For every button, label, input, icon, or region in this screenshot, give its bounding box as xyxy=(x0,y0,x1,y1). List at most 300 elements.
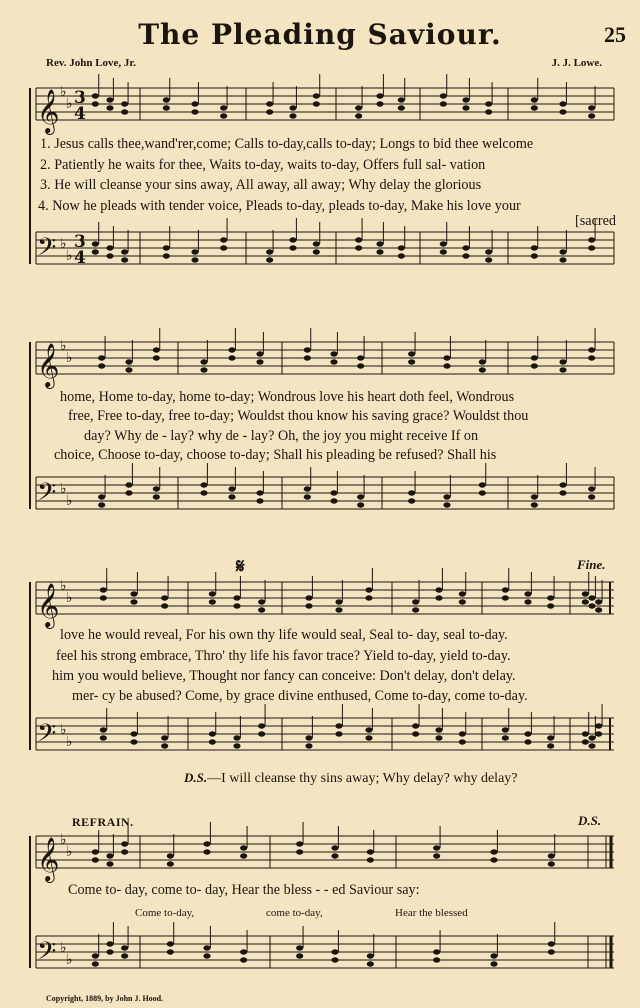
note-head xyxy=(335,723,342,728)
note-head xyxy=(547,595,554,600)
note-head xyxy=(559,249,566,254)
note-head xyxy=(357,363,364,368)
note-head xyxy=(130,591,137,596)
note-head xyxy=(163,105,170,110)
note-head xyxy=(595,723,602,728)
note-head xyxy=(459,599,466,604)
note-head xyxy=(289,245,296,250)
note-head xyxy=(106,97,113,102)
note-head xyxy=(121,849,128,854)
note-head xyxy=(289,237,296,242)
note-head xyxy=(459,731,466,736)
note-head xyxy=(240,845,247,850)
note-head xyxy=(443,363,450,368)
note-head xyxy=(106,105,113,110)
note-head xyxy=(296,841,303,846)
treble-clef-icon: 𝄞 xyxy=(37,837,60,881)
note-head xyxy=(559,109,566,114)
note-head xyxy=(412,723,419,728)
note-head xyxy=(531,502,538,507)
note-head xyxy=(304,347,311,352)
note-head xyxy=(582,599,589,604)
note-head xyxy=(305,735,312,740)
note-head xyxy=(355,245,362,250)
note-head xyxy=(167,861,174,866)
note-head xyxy=(305,603,312,608)
note-head xyxy=(335,599,342,604)
svg-text:♭: ♭ xyxy=(66,952,73,968)
note-head xyxy=(485,109,492,114)
note-head xyxy=(376,101,383,106)
note-head xyxy=(191,257,198,262)
note-head xyxy=(531,97,538,102)
ds-instruction xyxy=(184,770,518,787)
note-head xyxy=(304,355,311,360)
svg-text:♭: ♭ xyxy=(66,96,73,112)
verse-2-line-1: 2. Patiently he waits for thee, Waits to-day, waits to-day, Offers full sal- vation xyxy=(40,157,486,173)
note-head xyxy=(240,957,247,962)
note-head xyxy=(258,607,265,612)
note-head xyxy=(153,486,160,491)
note-head xyxy=(98,355,105,360)
note-head xyxy=(443,494,450,499)
note-head xyxy=(412,599,419,604)
note-head xyxy=(98,494,105,499)
note-head xyxy=(582,731,589,736)
note-head xyxy=(296,849,303,854)
note-head xyxy=(357,502,364,507)
svg-text:♭: ♭ xyxy=(60,832,67,848)
note-head xyxy=(595,731,602,736)
verse-overflow: [sacred xyxy=(575,213,616,229)
note-head xyxy=(559,490,566,495)
note-head xyxy=(408,359,415,364)
note-head xyxy=(367,857,374,862)
note-head xyxy=(588,113,595,118)
note-head xyxy=(92,93,99,98)
verse-2-line-2: free, Free to-day, free to-day; Wouldst thou know his saving grace? Wouldst thou xyxy=(68,408,529,424)
note-head xyxy=(531,105,538,110)
note-head xyxy=(479,490,486,495)
note-head xyxy=(92,249,99,254)
note-head xyxy=(233,603,240,608)
svg-text:♭: ♭ xyxy=(60,578,67,594)
note-head xyxy=(121,953,128,958)
verse-3-line-3: him you would believe, Thought nor fancy can conceive: Don't delay, don't delay. xyxy=(52,668,516,684)
note-head xyxy=(524,731,531,736)
verse-1-line-3: love he would reveal, For his own thy life would seal, Seal to- day, seal to-day. xyxy=(60,627,508,643)
note-head xyxy=(125,367,132,372)
author-credit: Rev. John Love, Jr. xyxy=(46,57,137,69)
note-head xyxy=(153,494,160,499)
note-head xyxy=(100,727,107,732)
note-head xyxy=(258,723,265,728)
note-head xyxy=(191,249,198,254)
note-head xyxy=(313,249,320,254)
note-head xyxy=(228,494,235,499)
note-head xyxy=(440,241,447,246)
note-head xyxy=(548,941,555,946)
note-head xyxy=(304,494,311,499)
note-head xyxy=(582,591,589,596)
copyright-notice: Copyright, 1889, by John J. Hood. xyxy=(46,994,164,1003)
note-head xyxy=(161,603,168,608)
note-head xyxy=(266,249,273,254)
treble-clef-icon: 𝄞 xyxy=(37,89,60,133)
note-head xyxy=(443,355,450,360)
treble-clef-icon: 𝄞 xyxy=(37,343,60,387)
note-head xyxy=(524,739,531,744)
note-head xyxy=(121,101,128,106)
note-head xyxy=(161,743,168,748)
note-head xyxy=(355,105,362,110)
note-head xyxy=(376,249,383,254)
note-head xyxy=(412,731,419,736)
note-head xyxy=(163,245,170,250)
svg-text:3: 3 xyxy=(74,232,86,252)
note-head xyxy=(256,359,263,364)
note-head xyxy=(531,253,538,258)
note-head xyxy=(490,857,497,862)
note-head xyxy=(502,587,509,592)
note-head xyxy=(462,97,469,102)
note-head xyxy=(200,359,207,364)
note-head xyxy=(161,595,168,600)
note-head xyxy=(440,101,447,106)
svg-text:♭: ♭ xyxy=(60,940,67,956)
note-head xyxy=(588,355,595,360)
note-head xyxy=(588,743,595,748)
treble-staff-2 xyxy=(36,342,614,374)
note-head xyxy=(121,109,128,114)
note-head xyxy=(209,599,216,604)
verse-2-line-3: feel his strong embrace, Thro' thy life his favor trace? Yield to-day, yield to-day. xyxy=(56,648,511,664)
note-head xyxy=(289,113,296,118)
note-head xyxy=(595,599,602,604)
refrain-ds-marking: D.S. xyxy=(578,813,602,828)
note-head xyxy=(100,595,107,600)
hymn-title: The Pleading Saviour. xyxy=(138,18,502,51)
note-head xyxy=(547,603,554,608)
note-head xyxy=(490,953,497,958)
note-head xyxy=(125,482,132,487)
note-head xyxy=(531,494,538,499)
fine-marking: Fine. xyxy=(577,557,606,572)
svg-text:♭: ♭ xyxy=(60,236,67,252)
note-head xyxy=(240,853,247,858)
note-head xyxy=(365,587,372,592)
note-head xyxy=(331,957,338,962)
svg-text:♭: ♭ xyxy=(66,844,73,860)
note-head xyxy=(331,853,338,858)
note-head xyxy=(367,849,374,854)
note-head xyxy=(588,486,595,491)
svg-text:♭: ♭ xyxy=(66,734,73,750)
refrain-bass-lyric-3: Hear the blessed xyxy=(395,907,468,919)
note-head xyxy=(121,257,128,262)
note-head xyxy=(98,363,105,368)
note-head xyxy=(228,355,235,360)
verse-3-line-2: day? Why de - lay? why de - lay? Oh, the joy you might receive If on xyxy=(84,428,479,444)
treble-staff-3 xyxy=(36,582,614,614)
page-number: 25 xyxy=(604,22,626,47)
note-head xyxy=(125,490,132,495)
note-head xyxy=(200,482,207,487)
barlines-2 xyxy=(36,342,614,509)
note-head xyxy=(547,743,554,748)
note-head xyxy=(588,347,595,352)
note-head xyxy=(335,731,342,736)
note-head xyxy=(502,595,509,600)
verse-1-line-1: 1. Jesus calls thee,wand'rer,come; Calls to-day,calls to-day; Longs to bid thee welcome xyxy=(40,136,534,152)
note-head xyxy=(559,482,566,487)
note-head xyxy=(357,494,364,499)
verse-4-line-2: choice, Choose to-day, choose to-day; Shall his pleading be refused? Shall his xyxy=(54,447,497,463)
bass-clef-icon: 𝄢 xyxy=(37,233,57,268)
note-head xyxy=(462,253,469,258)
note-head xyxy=(313,241,320,246)
note-head xyxy=(548,861,555,866)
verse-4-line-3: mer- cy be abused? Come, by grace divine enthused, Come to-day, come to-day. xyxy=(72,688,528,704)
note-head xyxy=(330,359,337,364)
note-head xyxy=(296,945,303,950)
note-head xyxy=(92,857,99,862)
note-head xyxy=(330,498,337,503)
note-head xyxy=(130,599,137,604)
note-head xyxy=(92,849,99,854)
refrain-label: REFRAIN. xyxy=(72,815,134,829)
note-head xyxy=(559,101,566,106)
note-head xyxy=(167,853,174,858)
note-head xyxy=(98,502,105,507)
note-head xyxy=(367,961,374,966)
note-head xyxy=(479,367,486,372)
note-head xyxy=(440,249,447,254)
svg-text:♭: ♭ xyxy=(66,350,73,366)
note-head xyxy=(203,841,210,846)
note-head xyxy=(502,727,509,732)
svg-text:♭: ♭ xyxy=(66,590,73,606)
note-head xyxy=(547,735,554,740)
note-head xyxy=(435,735,442,740)
refrain-bass-lyric-1: Come to-day, xyxy=(135,907,195,919)
note-head xyxy=(365,735,372,740)
note-head xyxy=(531,245,538,250)
note-head xyxy=(100,735,107,740)
note-head xyxy=(304,486,311,491)
note-head xyxy=(435,595,442,600)
note-head xyxy=(92,961,99,966)
note-head xyxy=(355,237,362,242)
note-head xyxy=(330,351,337,356)
note-head xyxy=(398,97,405,102)
refrain-lyrics: Come to- day, come to- day, Hear the bless - - ed Saviour say: xyxy=(68,882,420,898)
note-head xyxy=(485,101,492,106)
ds-label: D.S. xyxy=(184,770,208,785)
note-head xyxy=(355,113,362,118)
note-head xyxy=(331,845,338,850)
svg-text:♭: ♭ xyxy=(66,493,73,509)
note-head xyxy=(582,739,589,744)
note-head xyxy=(167,941,174,946)
note-head xyxy=(398,105,405,110)
note-head xyxy=(228,486,235,491)
note-head xyxy=(443,502,450,507)
bass-clef-icon: 𝄢 xyxy=(37,937,57,972)
note-head xyxy=(462,245,469,250)
note-head xyxy=(92,953,99,958)
note-head xyxy=(531,363,538,368)
note-head xyxy=(531,355,538,360)
verse-4-line-1: 4. Now he pleads with tender voice, Pleads to-day, pleads to-day, Make his love your xyxy=(38,198,521,214)
note-head xyxy=(559,367,566,372)
note-head xyxy=(130,739,137,744)
note-head xyxy=(433,853,440,858)
note-head xyxy=(153,347,160,352)
svg-text:♭: ♭ xyxy=(60,722,67,738)
note-head xyxy=(106,861,113,866)
note-head xyxy=(398,245,405,250)
note-head xyxy=(313,93,320,98)
note-head xyxy=(106,253,113,258)
note-head xyxy=(203,849,210,854)
note-head xyxy=(220,237,227,242)
note-head xyxy=(233,595,240,600)
bass-clef-icon: 𝄢 xyxy=(37,719,57,754)
note-head xyxy=(92,241,99,246)
bass-staff-2 xyxy=(36,477,614,509)
note-head xyxy=(256,351,263,356)
note-head xyxy=(121,249,128,254)
note-head xyxy=(121,841,128,846)
note-head xyxy=(100,587,107,592)
note-head xyxy=(258,731,265,736)
note-head xyxy=(220,113,227,118)
note-head xyxy=(313,101,320,106)
note-head xyxy=(479,359,486,364)
note-head xyxy=(559,359,566,364)
note-head xyxy=(376,241,383,246)
note-head xyxy=(440,93,447,98)
bass-clef-icon: 𝄢 xyxy=(37,478,57,513)
svg-text:♭: ♭ xyxy=(66,248,73,264)
note-head xyxy=(106,941,113,946)
note-head xyxy=(163,97,170,102)
note-head xyxy=(209,591,216,596)
composer-credit: J. J. Lowe. xyxy=(551,57,602,69)
note-head xyxy=(398,253,405,258)
note-head xyxy=(296,953,303,958)
note-head xyxy=(289,105,296,110)
note-head xyxy=(433,957,440,962)
note-head xyxy=(106,245,113,250)
note-head xyxy=(376,93,383,98)
note-head xyxy=(305,595,312,600)
note-head xyxy=(266,109,273,114)
note-head xyxy=(588,237,595,242)
note-head xyxy=(595,607,602,612)
note-head xyxy=(490,961,497,966)
barlines-3 xyxy=(36,582,610,750)
note-head xyxy=(125,359,132,364)
note-head xyxy=(200,367,207,372)
note-head xyxy=(258,599,265,604)
note-head xyxy=(588,105,595,110)
note-head xyxy=(240,949,247,954)
note-head xyxy=(203,953,210,958)
note-head xyxy=(330,490,337,495)
svg-text:4: 4 xyxy=(74,104,86,124)
svg-text:♭: ♭ xyxy=(60,338,67,354)
note-head xyxy=(256,490,263,495)
note-head xyxy=(130,731,137,736)
note-head xyxy=(335,607,342,612)
note-head xyxy=(408,498,415,503)
note-head xyxy=(200,490,207,495)
note-head xyxy=(588,595,595,600)
note-head xyxy=(191,109,198,114)
note-head xyxy=(408,351,415,356)
note-head xyxy=(163,253,170,258)
note-head xyxy=(365,727,372,732)
note-head xyxy=(167,949,174,954)
note-head xyxy=(502,735,509,740)
note-head xyxy=(408,490,415,495)
note-head xyxy=(209,731,216,736)
note-head xyxy=(524,599,531,604)
note-head xyxy=(228,347,235,352)
note-head xyxy=(233,735,240,740)
note-head xyxy=(479,482,486,487)
svg-text:♭: ♭ xyxy=(60,481,67,497)
note-head xyxy=(209,739,216,744)
note-head xyxy=(548,949,555,954)
note-head xyxy=(559,257,566,262)
note-head xyxy=(233,743,240,748)
note-head xyxy=(485,249,492,254)
note-head xyxy=(524,591,531,596)
ds-text: —I will cleanse thy sins away; Why delay? why delay? xyxy=(207,771,518,786)
note-head xyxy=(588,735,595,740)
note-head xyxy=(433,845,440,850)
svg-text:♭: ♭ xyxy=(60,84,67,100)
note-head xyxy=(92,101,99,106)
note-head xyxy=(367,953,374,958)
note-head xyxy=(203,945,210,950)
note-head xyxy=(588,494,595,499)
barlines-1 xyxy=(36,88,614,264)
note-head xyxy=(161,735,168,740)
note-head xyxy=(459,739,466,744)
verse-3-line-1: 3. He will cleanse your sins away, All away, all away; Why delay the glorious xyxy=(40,177,482,193)
svg-text:4: 4 xyxy=(74,248,86,268)
note-head xyxy=(305,743,312,748)
note-head xyxy=(220,105,227,110)
note-head xyxy=(412,607,419,612)
segno-icon: 𝄋 xyxy=(236,556,245,578)
note-head xyxy=(435,727,442,732)
note-head xyxy=(266,257,273,262)
note-head xyxy=(106,949,113,954)
note-head xyxy=(331,949,338,954)
refrain-bass-lyric-2: come to-day, xyxy=(266,907,323,919)
note-head xyxy=(588,603,595,608)
note-head xyxy=(191,101,198,106)
note-head xyxy=(365,595,372,600)
note-head xyxy=(588,245,595,250)
note-head xyxy=(121,945,128,950)
note-head xyxy=(106,853,113,858)
